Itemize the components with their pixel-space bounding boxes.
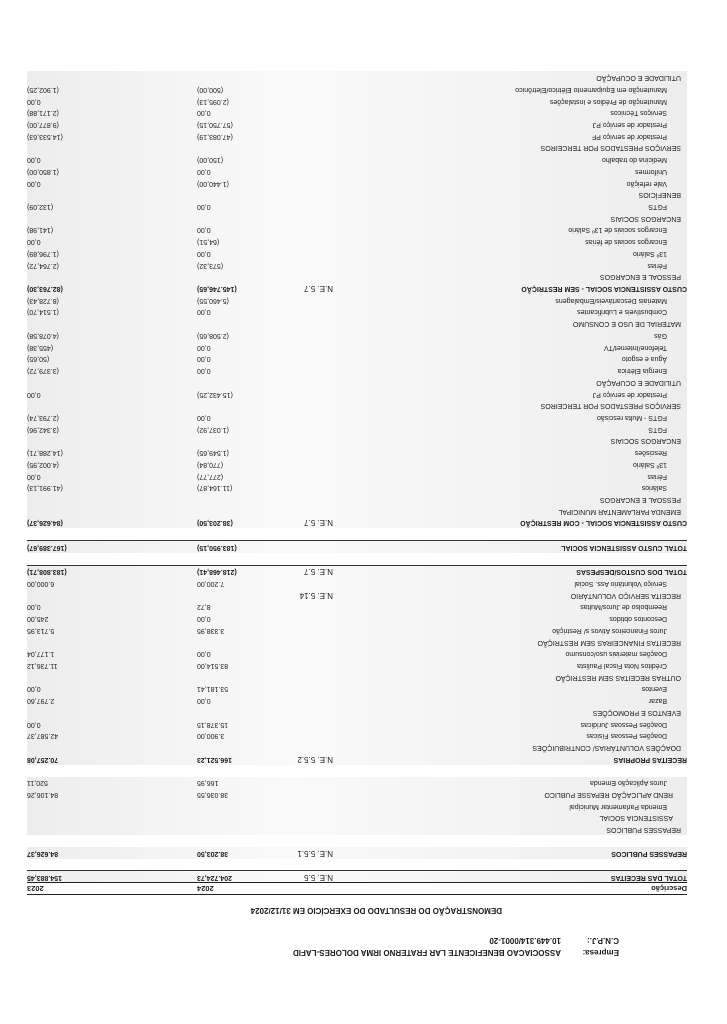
row-value-2024: (1.440,00)	[197, 179, 229, 187]
table-row	[27, 294, 687, 306]
table-row	[27, 577, 687, 589]
row-description: REND APLICAÇÃO REPASSE PUBLICO	[544, 790, 673, 798]
table-row	[27, 212, 687, 224]
row-value-2023: 84.626,37	[27, 849, 59, 857]
table-row	[27, 553, 687, 565]
table-row	[27, 612, 687, 624]
row-description: Prestador de serviço PF	[591, 132, 667, 140]
row-description: FGTS	[648, 203, 667, 211]
row-description: OUTRAS RECEITAS SEM RESTRIÇÃO	[555, 673, 681, 681]
table-row	[27, 683, 687, 695]
row-value-2023: (41.991,13)	[27, 484, 63, 492]
table-row	[27, 493, 687, 505]
row-value-2024: 15.378,15	[197, 720, 229, 728]
table-row	[27, 364, 687, 376]
cnpj-label: C.N.P.J.:	[587, 936, 619, 945]
table-row	[27, 528, 687, 540]
table-row	[27, 505, 687, 517]
row-value-2024: (47.083,19)	[197, 132, 233, 140]
row-description: Rescisões	[634, 449, 667, 457]
row-description: Manutenção de Prédios e Instalações	[549, 97, 667, 105]
row-value-2024: (2.095,13)	[197, 97, 229, 105]
row-description: Prestador de serviço PJ	[592, 390, 667, 398]
row-description: PESSOAL E ENCARGOS	[599, 496, 681, 503]
row-value-2023: (141,98)	[27, 226, 54, 234]
row-value-2024: (500,00)	[197, 85, 224, 93]
row-value-2023: 84.106,26	[27, 790, 59, 798]
row-description: Energia Elétrica	[617, 367, 667, 375]
table-row	[27, 130, 687, 142]
row-value-2024: 0,00	[197, 343, 211, 351]
table-row	[27, 706, 687, 718]
table-row	[27, 306, 687, 318]
row-description: Uniformes	[635, 167, 667, 175]
table-row	[27, 812, 687, 824]
table-row	[27, 435, 687, 447]
row-description: Encargos sociais de férias	[585, 238, 667, 246]
row-value-2024: (64,51)	[197, 238, 220, 246]
row-description: BENEFÍCIOS	[638, 191, 681, 199]
row-description: Doações materiais uso/consumo	[565, 650, 667, 658]
table-row	[27, 870, 687, 883]
row-note-reference: N.E. 5.7	[304, 518, 333, 528]
row-description: CUSTO ASSISTENCIA SOCIAL - SEM RESTRIÇÃO	[521, 285, 687, 293]
table-row	[27, 329, 687, 341]
row-value-2024: 0,00	[197, 615, 211, 623]
table-row	[27, 695, 687, 707]
row-value-2024: (770,84)	[197, 460, 224, 468]
row-description: FGTS - Multa rescisão	[596, 413, 667, 421]
table-row	[27, 411, 687, 423]
row-value-2023: 0,00	[27, 390, 41, 398]
row-description: 13º Salário	[632, 249, 667, 257]
row-description: Juros Financeiros Ativos s/ Restrição	[552, 626, 667, 634]
table-row	[27, 353, 687, 365]
row-value-2023: 0,00	[27, 720, 41, 728]
row-value-2023: (4.002,95)	[27, 460, 59, 468]
table-row	[27, 718, 687, 730]
row-description: FGTS	[648, 425, 667, 433]
row-description: PESSOAL E ENCARGOS	[599, 273, 681, 281]
table-row	[27, 482, 687, 494]
table-row	[27, 189, 687, 201]
row-value-2023: 154.883,45	[27, 874, 63, 881]
table-row	[27, 247, 687, 259]
table-row	[27, 177, 687, 189]
row-description: ENCARGOS SOCIAIS	[610, 214, 681, 222]
row-description: Férias	[647, 261, 667, 269]
row-description: MATERIAL DE USO E CONSUMO	[572, 320, 681, 328]
row-description: UTILIDADE E OCUPAÇÃO	[596, 378, 681, 386]
row-value-2023: (455,38)	[27, 343, 54, 351]
cnpj-value: 10.449.314/0001-20	[489, 936, 561, 945]
row-description: 13º Salário	[632, 460, 667, 468]
row-value-2024: (218.468,41)	[197, 568, 237, 576]
row-value-2024: 3.900,00	[197, 732, 225, 740]
row-value-2024: 0,00	[197, 650, 211, 658]
table-row	[27, 271, 687, 283]
row-description: Bazar	[648, 697, 667, 705]
row-value-2023: 245,00	[27, 615, 49, 623]
row-value-2024: (183.950,15)	[197, 543, 237, 551]
table-row	[27, 235, 687, 247]
row-description: Doações Pessoas Jurídicas	[580, 720, 667, 728]
table-row	[27, 400, 687, 412]
row-description: Serviços Técnicos	[610, 109, 667, 117]
row-value-2024: (145.746,65)	[197, 285, 237, 293]
row-value-2024: 166.521,23	[197, 755, 233, 763]
table-row	[27, 859, 687, 871]
row-description: Reembolso de Juros/Multas	[580, 603, 667, 611]
row-value-2024: 38.036,55	[197, 790, 229, 798]
table-row	[27, 341, 687, 353]
row-value-2024: (2.508,65)	[197, 331, 229, 339]
row-value-2023: 0,00	[27, 685, 41, 693]
row-value-2023: (14.533,63)	[27, 132, 63, 140]
row-value-2023: (1.514,70)	[27, 308, 59, 316]
table-row	[27, 636, 687, 648]
row-value-2023: 11.736,12	[27, 662, 58, 670]
company-header	[59, 933, 619, 957]
statement-table	[27, 71, 687, 883]
row-value-2023: (9.877,00)	[27, 121, 59, 128]
row-note-reference: N.E. 5.5.1	[297, 848, 333, 858]
row-description: RECEITAS PROPRIAS	[613, 755, 687, 763]
row-description: EMENDA PARLAMENTAR MUNICIPAL	[558, 507, 681, 515]
table-row	[27, 800, 687, 812]
row-value-2024: 3.338,95	[197, 626, 225, 634]
row-value-2024: 0,00	[197, 109, 211, 117]
row-value-2024: 0,00	[197, 203, 211, 211]
row-value-2023: 5.713,95	[27, 626, 55, 634]
row-description: ENCARGOS SOCIAIS	[610, 437, 681, 445]
company-label: Empresa:	[582, 948, 619, 957]
table-row	[27, 765, 687, 777]
table-row	[27, 648, 687, 660]
table-row	[27, 741, 687, 753]
table-row	[27, 777, 687, 789]
table-row	[27, 470, 687, 482]
table-row	[27, 282, 687, 294]
row-description: SERVIÇOS PRESTADOS POR TERCEIROS	[540, 144, 681, 152]
row-value-2023: (1.902,25)	[27, 85, 59, 93]
table-row	[27, 165, 687, 177]
row-description: Telefone/Internet/TV	[603, 343, 667, 351]
row-description: Medicina do trabalho	[602, 156, 667, 164]
row-description: Eventos	[641, 685, 667, 693]
row-value-2024: 0,00	[197, 249, 211, 257]
table-row	[27, 83, 687, 95]
table-row	[27, 730, 687, 742]
row-description: CUSTO ASSISTENCIA SOCIAL - COM RESTRIÇÃO	[520, 519, 687, 527]
row-description: TOTAL DOS CUSTOS/DESPESAS	[576, 568, 687, 576]
row-value-2023: 0,00	[27, 156, 41, 164]
company-name: ASSOCIACAO BENEFICENTE LAR FRATERNO IRMA DOLORES-LAFID	[293, 948, 561, 957]
row-description: TOTAL DAS RECEITAS	[610, 874, 687, 881]
table-row	[27, 847, 687, 859]
row-note-reference: N.E. 5.7	[304, 567, 333, 577]
table-row	[27, 788, 687, 800]
row-description: RECEITAS FINANCEIRAS SEM RESTRIÇÃO	[537, 638, 681, 646]
row-value-2024: (5.460,55)	[197, 296, 229, 304]
row-description: Emenda Parlamentar Municipal	[569, 802, 667, 810]
column-header	[27, 882, 687, 895]
row-value-2024: 7.200,00	[197, 580, 225, 588]
row-value-2023: (1.796,89)	[27, 249, 59, 257]
row-description: Encargos sociais de 13º Salário	[568, 226, 667, 234]
row-value-2023: 0,00	[27, 472, 41, 480]
row-description: REPASSES PUBLICOS	[611, 849, 687, 857]
row-value-2023: 0,00	[27, 97, 41, 105]
table-row	[27, 540, 687, 553]
row-value-2023: 2.797,60	[27, 697, 55, 705]
row-note-reference: N.E. 5.5.2	[297, 754, 333, 764]
row-value-2023: (1.850,00)	[27, 167, 59, 175]
row-description: TOTAL CUSTO ASSISTENCIA SOCIAL	[561, 543, 687, 551]
table-row	[27, 388, 687, 400]
table-row	[27, 153, 687, 165]
row-value-2024: 0,00	[197, 367, 211, 375]
row-description: Água e esgoto	[621, 355, 667, 363]
table-row	[27, 224, 687, 236]
table-row	[27, 107, 687, 119]
row-value-2024: (38.203,50)	[197, 519, 233, 527]
row-value-2024: 0,00	[197, 226, 211, 234]
table-row	[27, 71, 687, 83]
table-row	[27, 589, 687, 601]
col-header-description: Descrição	[651, 884, 687, 893]
row-value-2024: 0,00	[197, 167, 211, 175]
row-note-reference: N.E. 5.5	[304, 873, 333, 882]
row-value-2023: (3.379,72)	[27, 367, 59, 375]
table-row	[27, 142, 687, 154]
table-row	[27, 446, 687, 458]
row-description: REPASSES PUBLICOS	[606, 826, 681, 834]
row-value-2023: (50,65)	[27, 355, 50, 363]
table-row	[27, 118, 687, 130]
row-description: DOAÇÕES VOLUNTÁRIAS/ CONTRIBUIÇÕES	[532, 744, 681, 752]
row-value-2023: (3.342,96)	[27, 425, 59, 433]
row-value-2024: (277,77)	[197, 472, 224, 480]
table-row	[27, 458, 687, 470]
row-description: Juros Aplicação Emenda	[589, 779, 667, 787]
row-value-2023: 0,00	[27, 238, 41, 246]
row-description: Serviço Voluntário Ass. Social	[574, 580, 667, 588]
row-note-reference: N.E. 5.7	[304, 284, 333, 294]
table-row	[27, 423, 687, 435]
table-row	[27, 601, 687, 613]
row-value-2024: 38.203,50	[197, 849, 229, 857]
row-value-2024: (11.164,87)	[197, 484, 233, 492]
row-value-2023: (84.626,37)	[27, 519, 63, 527]
row-description: Descontos obtidos	[609, 615, 667, 623]
row-value-2023: 0,00	[27, 603, 41, 611]
table-row	[27, 259, 687, 271]
row-value-2024: (573,32)	[197, 261, 224, 269]
row-value-2023: (4.078,58)	[27, 331, 59, 339]
row-value-2024: 0,00	[197, 413, 211, 421]
row-value-2024: (57.750,15)	[197, 121, 233, 128]
row-value-2024: 8,72	[197, 603, 211, 611]
row-value-2023: 1.177,04	[27, 650, 55, 658]
row-description: Gás	[654, 331, 667, 339]
row-description: Créditos Nota Fiscal Paulista	[577, 662, 667, 670]
row-note-reference: N.E. 5.14	[299, 590, 333, 600]
row-value-2023: (14.288,71)	[27, 449, 63, 457]
row-value-2023: 0,00	[27, 179, 41, 187]
row-description: Prestador de serviço PJ	[592, 121, 667, 128]
row-description: Vale refeição	[626, 179, 667, 187]
row-value-2024: 53.181,41	[197, 685, 229, 693]
row-description: Salários	[641, 484, 667, 492]
table-row	[27, 823, 687, 835]
row-description: SERVIÇOS PRESTADOS POR TERCEIROS	[540, 402, 681, 410]
report-title: DEMONSTRAÇÃO DO RESULTADO DO EXERCÍCIO EM 31/12/2024	[250, 906, 502, 915]
row-value-2024: (1.037,92)	[197, 425, 229, 433]
row-value-2024: 83.514,00	[197, 662, 229, 670]
row-value-2023: 520,11	[27, 779, 48, 787]
row-value-2024: (15.432,25)	[197, 390, 233, 398]
row-value-2024: (150,00)	[197, 156, 224, 164]
row-value-2023: (82.763,30)	[27, 285, 63, 293]
row-value-2023: (167.389,67)	[27, 543, 67, 551]
row-description: Manutenção em Equipamento Elétrico/Eletrônico	[515, 85, 667, 93]
row-description: UTILIDADE E OCUPAÇÃO	[596, 74, 681, 82]
row-value-2024: 166,95	[197, 779, 219, 787]
table-row	[27, 671, 687, 683]
row-value-2024: (1.549,65)	[197, 449, 229, 457]
table-row	[27, 624, 687, 636]
row-value-2023: 6.000,00	[27, 580, 55, 588]
table-row	[27, 753, 687, 765]
row-value-2023: (183.808,71)	[27, 568, 67, 576]
table-row	[27, 318, 687, 330]
row-description: EVENTOS E PROMOÇÕES	[592, 708, 681, 716]
row-description: Doações Pessoas Físicas	[586, 732, 667, 740]
row-description: Materiais Descartáveis/Embalagens	[555, 296, 667, 304]
row-value-2023: 70.257,08	[27, 755, 59, 763]
row-description: Férias	[647, 472, 667, 480]
table-row	[27, 565, 687, 578]
row-value-2023: (132,09)	[27, 203, 54, 211]
row-value-2024: 0,00	[197, 308, 211, 316]
table-row	[27, 659, 687, 671]
col-header-2024: 2024	[197, 884, 214, 893]
row-value-2024: 204.724,73	[197, 874, 233, 881]
table-row	[27, 835, 687, 847]
row-value-2024: 0,00	[197, 697, 211, 705]
col-header-2023: 2023	[27, 884, 44, 893]
table-row	[27, 517, 687, 529]
row-value-2023: (8.728,43)	[27, 296, 59, 304]
table-row	[27, 200, 687, 212]
row-value-2023: (2.171,88)	[27, 109, 59, 117]
row-value-2024: 0,00	[197, 355, 211, 363]
row-description: Combustíveis e Lubrificantes	[577, 308, 667, 316]
row-value-2023: (2.764,72)	[27, 261, 59, 269]
row-description: ASSISTENCIA SOCIAL	[599, 814, 673, 822]
row-value-2023: 42.587,37	[27, 732, 59, 740]
row-value-2023: (2.793,74)	[27, 413, 59, 421]
row-description: RECEITA SERVIÇO VOLUNTÁRIO	[570, 591, 681, 599]
table-row	[27, 376, 687, 388]
table-row	[27, 95, 687, 107]
